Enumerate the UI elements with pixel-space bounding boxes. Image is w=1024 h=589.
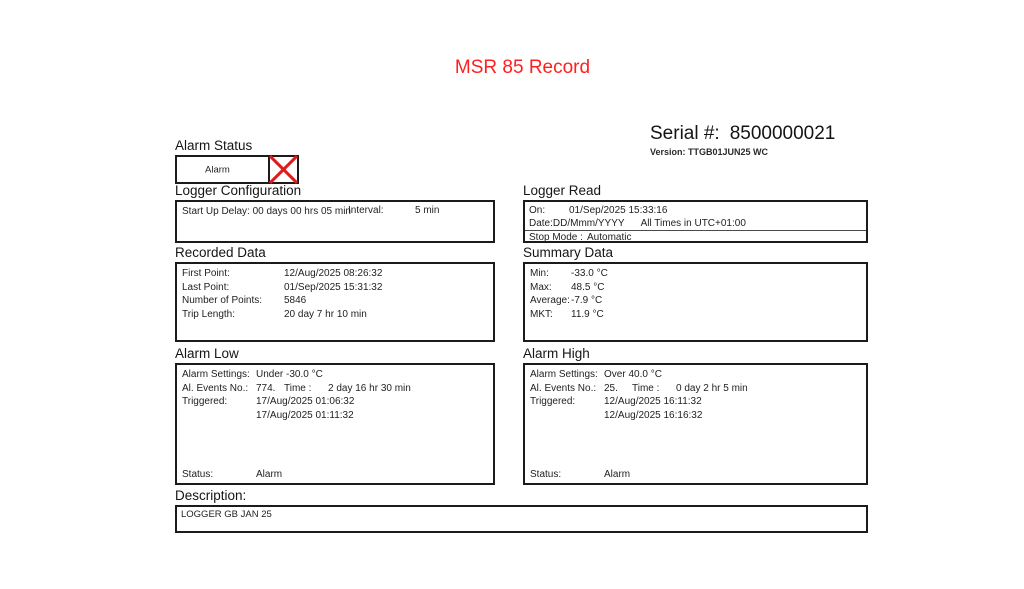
- recorded-data-section: [175, 246, 495, 342]
- mkt-label: MKT:: [530, 308, 553, 320]
- max-value: 48.5 °C: [571, 281, 605, 293]
- description-heading: Description:: [175, 488, 247, 503]
- alarm-low-triggered-2: 17/Aug/2025 01:11:32: [256, 409, 354, 421]
- start-up-delay-value: 00 days 00 hrs 05 min: [252, 206, 351, 217]
- alarm-low-status-label: Status:: [182, 468, 214, 480]
- max-row: [530, 281, 866, 295]
- first-point-row: [182, 267, 493, 281]
- start-up-delay-row: [182, 205, 493, 218]
- recorded-data-box: [175, 262, 495, 342]
- alarm-low-triggered-label: Triggered:: [182, 396, 228, 407]
- logger-read-box: [523, 200, 868, 243]
- alarm-low-settings-value: Under -30.0 °C: [256, 369, 323, 380]
- alarm-low-events-label: Al. Events No.:: [182, 382, 249, 394]
- first-point-value: 12/Aug/2025 08:26:32: [284, 268, 383, 279]
- interval-label: Interval:: [348, 205, 384, 216]
- alarm-high-events-label: Al. Events No.:: [530, 382, 597, 394]
- read-on-row: [525, 202, 866, 217]
- alarm-low-status-row: [182, 468, 493, 482]
- serial-value: 8500000021: [729, 123, 836, 144]
- last-point-label: Last Point:: [182, 281, 230, 293]
- min-label: Min:: [530, 268, 549, 279]
- alarm-low-heading: Alarm Low: [175, 346, 239, 361]
- alarm-high-box: [523, 363, 868, 485]
- alarm-high-triggered-1: 12/Aug/2025 16:11:32: [604, 396, 702, 407]
- number-of-points-label: Number of Points:: [182, 295, 263, 306]
- trip-length-value: 20 day 7 hr 10 min: [284, 308, 367, 320]
- alarm-status-section: [175, 139, 299, 184]
- logger-configuration-section: [175, 184, 495, 243]
- date-format-label: Date:DD/Mmm/YYYY: [529, 218, 625, 229]
- logger-read-heading: Logger Read: [523, 183, 602, 198]
- alarm-high-events-value: 25.: [604, 382, 618, 394]
- read-on-label: On:: [529, 205, 546, 216]
- alarm-status-heading: Alarm Status: [175, 138, 253, 153]
- description-box: [175, 505, 868, 533]
- alarm-high-settings-row: [530, 368, 866, 382]
- recorded-data-heading: Recorded Data: [175, 245, 266, 260]
- alarm-high-heading: Alarm High: [523, 346, 590, 361]
- alarm-low-events-value: 774.: [256, 382, 276, 394]
- summary-data-section: [523, 246, 868, 342]
- last-point-value: 01/Sep/2025 15:31:32: [284, 281, 383, 293]
- x-mark-icon: [270, 157, 297, 182]
- serial-block: [650, 123, 835, 157]
- mkt-value: 11.9 °C: [571, 308, 604, 320]
- max-label: Max:: [530, 281, 552, 293]
- alarm-low-box: [175, 363, 495, 485]
- logger-read-section: [523, 184, 868, 243]
- alarm-high-settings-value: Over 40.0 °C: [604, 369, 662, 380]
- description-value: LOGGER GB JAN 25: [181, 509, 272, 520]
- alarm-high-triggered-row-2: [530, 409, 866, 423]
- alarm-high-time-value: 0 day 2 hr 5 min: [676, 382, 748, 394]
- alarm-low-section: [175, 347, 495, 485]
- mkt-row: [530, 308, 866, 322]
- alarm-status-box: [175, 155, 299, 184]
- alarm-low-status-value: Alarm: [256, 468, 283, 480]
- alarm-low-events-row: [182, 382, 493, 396]
- alarm-high-section: [523, 347, 868, 485]
- serial-number: [650, 123, 835, 144]
- summary-data-box: [523, 262, 868, 342]
- stop-mode-label: Stop Mode :: [529, 232, 583, 243]
- min-value: -33.0 °C: [571, 268, 608, 279]
- alarm-checkbox: [268, 155, 299, 184]
- alarm-high-settings-label: Alarm Settings:: [530, 369, 598, 380]
- average-label: Average:: [530, 295, 570, 306]
- average-value: -7.9 °C: [571, 295, 603, 306]
- stop-mode-row: [525, 230, 866, 244]
- alarm-low-settings-label: Alarm Settings:: [182, 369, 250, 380]
- alarm-high-time-label: Time :: [632, 382, 660, 394]
- timezone-note: All Times in UTC+01:00: [640, 218, 746, 229]
- first-point-label: First Point:: [182, 268, 230, 279]
- trip-length-row: [182, 308, 493, 322]
- number-of-points-value: 5846: [284, 295, 307, 306]
- alarm-high-status-row: [530, 468, 866, 482]
- alarm-low-time-label: Time :: [284, 382, 312, 394]
- start-up-delay-label: Start Up Delay:: [182, 206, 250, 217]
- interval-value: 5 min: [415, 205, 440, 216]
- summary-data-heading: Summary Data: [523, 245, 614, 260]
- page-title: MSR 85 Record: [454, 57, 591, 78]
- description-section: [175, 489, 868, 533]
- alarm-low-triggered-1: 17/Aug/2025 01:06:32: [256, 396, 355, 407]
- alarm-low-triggered-row: [182, 395, 493, 409]
- alarm-high-status-value: Alarm: [604, 468, 631, 480]
- last-point-row: [182, 281, 493, 295]
- version-text: Version: TTGB01JUN25 WC: [650, 147, 769, 157]
- alarm-high-triggered-label: Triggered:: [530, 396, 576, 407]
- alarm-low-settings-row: [182, 368, 493, 382]
- read-on-value: 01/Sep/2025 15:33:16: [569, 205, 668, 216]
- trip-length-label: Trip Length:: [182, 308, 235, 320]
- average-row: [530, 294, 866, 308]
- alarm-low-triggered-row-2: [182, 409, 493, 423]
- alarm-high-status-label: Status:: [530, 468, 562, 480]
- logger-configuration-heading: Logger Configuration: [175, 183, 302, 198]
- alarm-high-triggered-row: [530, 395, 866, 409]
- alarm-status-label: Alarm: [205, 164, 230, 175]
- alarm-high-events-row: [530, 382, 866, 396]
- min-row: [530, 267, 866, 281]
- serial-label: Serial #:: [650, 123, 720, 144]
- date-format-row: [525, 217, 866, 230]
- alarm-low-time-value: 2 day 16 hr 30 min: [328, 382, 411, 394]
- number-of-points-row: [182, 294, 493, 308]
- alarm-high-triggered-2: 12/Aug/2025 16:16:32: [604, 409, 703, 421]
- logger-configuration-box: [175, 200, 495, 243]
- stop-mode-value: Automatic: [587, 232, 632, 243]
